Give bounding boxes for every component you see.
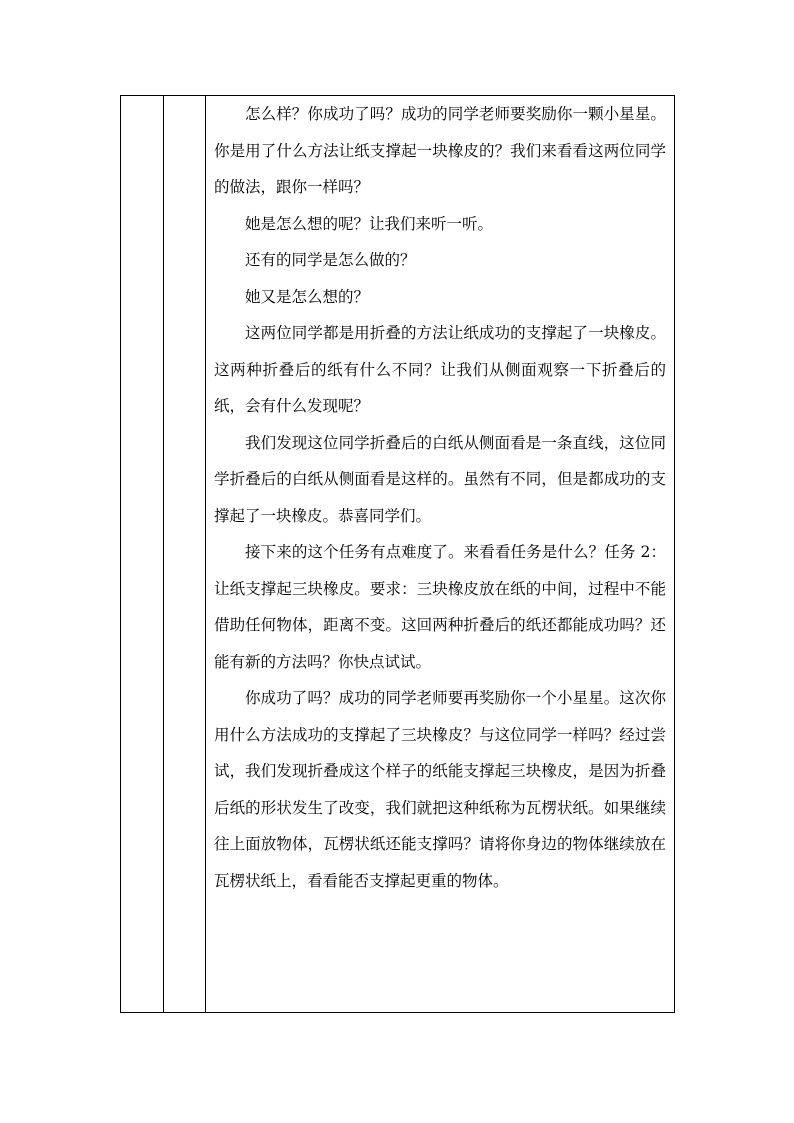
table-row [121, 96, 675, 1013]
paragraph-3: 还有的同学是怎么做的？ [245, 251, 416, 269]
paragraph-8: 你成功了吗？成功的同学老师要再奖励你一个小星星。这次你用什么方法成功的支撑起了三块橡皮？与这位同学一样吗？经过尝试，我们发现折叠成这个样子的纸能支撑起三块橡皮，是因为折叠后纸的形状发生了改变，我们就把这种纸称为瓦楞状纸。如果继续往上面放物体，瓦楞状纸还能支撑吗？请将你身边的物体继续放在瓦楞状纸上，看看能否支撑起更重的物体。 [214, 689, 666, 890]
paragraph-2: 她是怎么想的呢？让我们来听一听。 [245, 214, 494, 233]
paragraph-7: 接下来的这个任务有点难度了。来看看任务是什么？任务 2：让纸支撑起三块橡皮。要求：三块橡皮放在纸的中间，过程中不能借助任何物体，距离不变。这回两种折叠后的纸还都能成功吗？还能有新的方法吗？你快点试试。 [214, 543, 666, 671]
table-cell-left [121, 96, 164, 1013]
table-cell-middle [164, 96, 206, 1013]
table-cell-content [206, 96, 675, 1013]
paragraph-1: 怎么样？你成功了吗？成功的同学老师要奖励你一颗小星星。你是用了什么方法让纸支撑起一块橡皮的？我们来看看这两位同学的做法，跟你一样吗？ [214, 105, 666, 196]
paragraph-4: 她又是怎么想的？ [245, 287, 370, 306]
lesson-table [120, 95, 675, 1013]
paragraph-5: 这两位同学都是用折叠的方法让纸成功的支撑起了一块橡皮。这两种折叠后的纸有什么不同？让我们从侧面观察一下折叠后的纸，会有什么发现呢？ [214, 324, 666, 415]
paragraph-6: 我们发现这位同学折叠后的白纸从侧面看是一条直线，这位同学折叠后的白纸从侧面看是这样的。虽然有不同，但是都成功的支撑起了一块橡皮。恭喜同学们。 [214, 433, 666, 525]
